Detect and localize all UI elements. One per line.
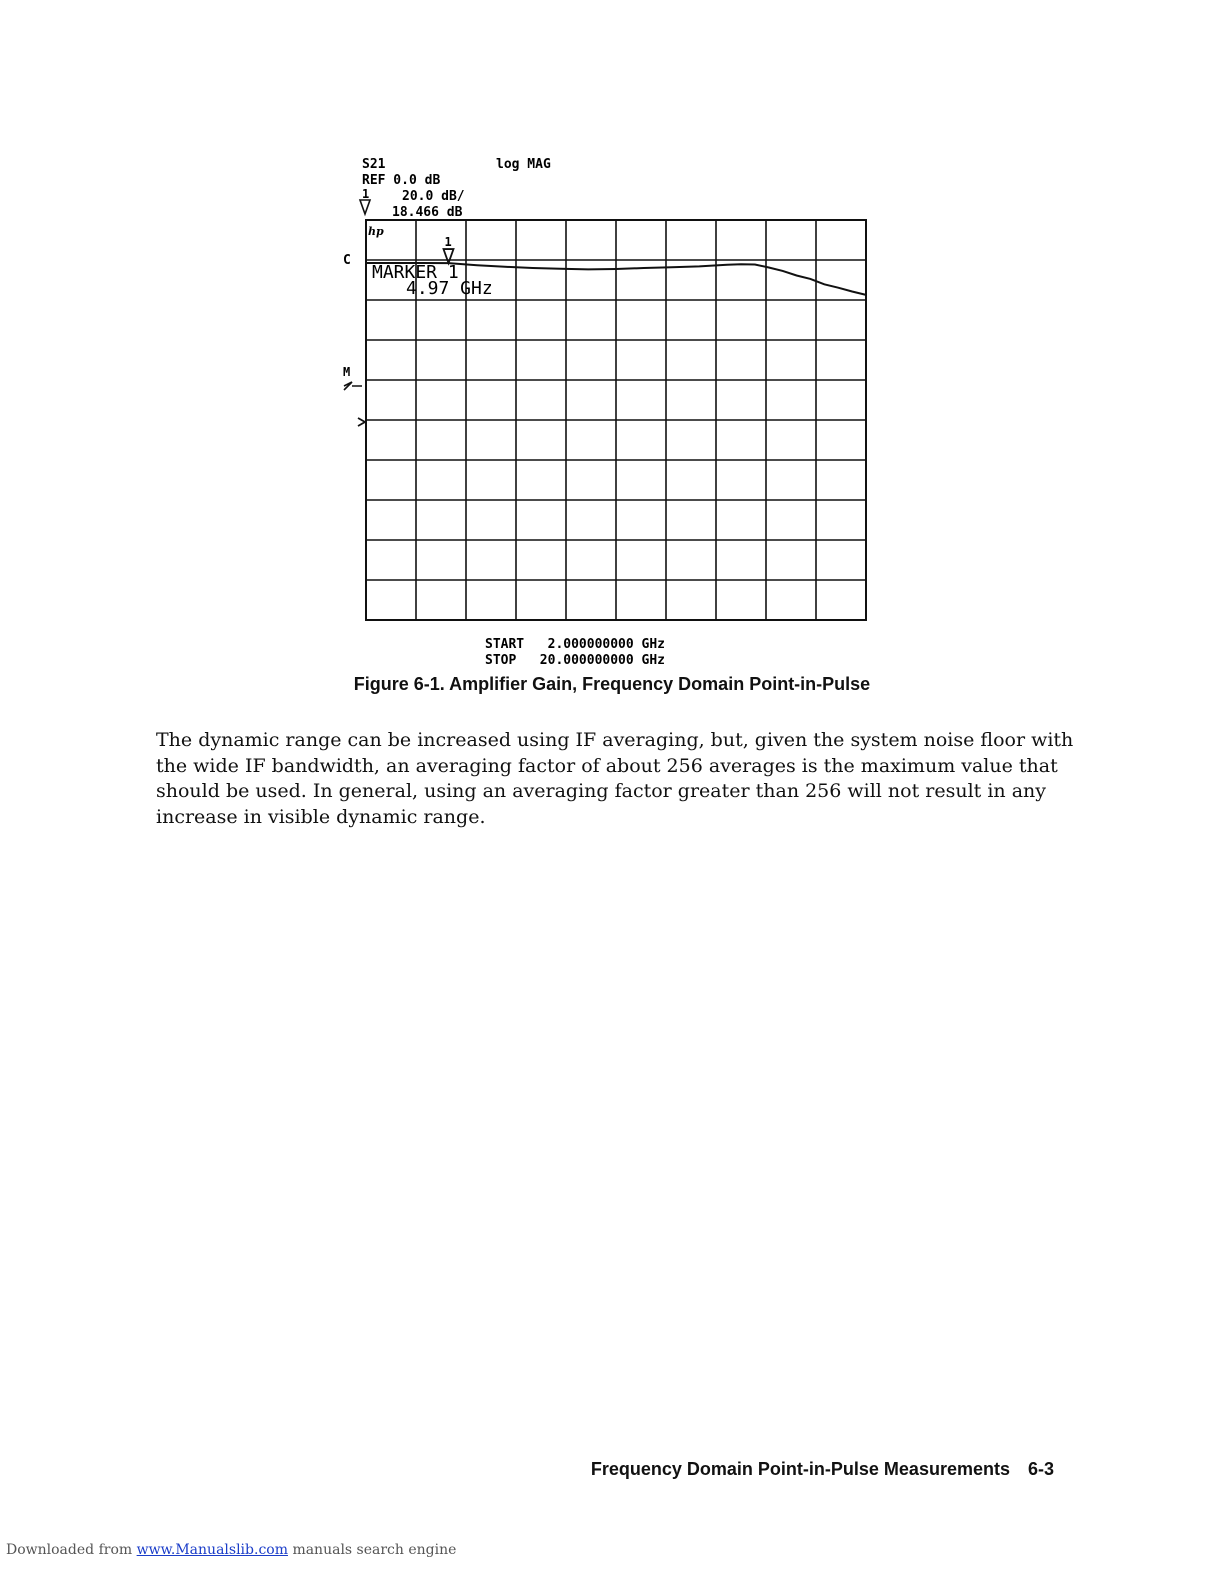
- paragraph-line: should be used. In general, using an averaging factor greater than 256 will not result in any: [156, 780, 1046, 802]
- ref-pointer-icon: [358, 418, 365, 426]
- channel-marker-label: 1: [362, 187, 370, 201]
- ref-label: REF 0.0 dB: [362, 173, 441, 188]
- body-paragraph: [156, 728, 1074, 830]
- manualslib-link[interactable]: www.Manualslib.com: [136, 1542, 288, 1558]
- download-suffix: manuals search engine: [292, 1542, 457, 1558]
- paragraph-line: the wide IF bandwidth, an averaging factor of about 256 averages is the maximum value that: [156, 754, 1058, 777]
- marker-1: [444, 235, 454, 263]
- footer-title: Frequency Domain Point-in-Pulse Measurements: [590, 1459, 1010, 1479]
- download-notice: [6, 1542, 456, 1558]
- marker-box-label: MARKER 1: [372, 262, 459, 283]
- marker-1-tag: 1: [444, 235, 452, 250]
- hp-logo: hp: [368, 225, 384, 238]
- ref-triangle-icon: [360, 200, 370, 214]
- page-footer: [591, 1459, 1054, 1480]
- page-number: 6-3: [1027, 1459, 1054, 1479]
- side-label-m: M: [343, 365, 351, 379]
- stop-freq-label: STOP 20.000000000 GHz: [485, 653, 666, 668]
- analyzer-plot-svg: [340, 150, 880, 670]
- figure-caption: Figure 6-1. Amplifier Gain, Frequency Domain Point-in-Pulse: [353, 674, 871, 694]
- paragraph-line: The dynamic range can be increased using IF averaging, but, given the system noise floor with: [156, 729, 1074, 751]
- side-label-c: C: [343, 253, 351, 268]
- marker-value-label: 18.466 dB: [392, 205, 463, 220]
- scale-label: 20.0 dB/: [402, 189, 465, 204]
- parameter-label: S21: [362, 157, 386, 172]
- start-freq-label: START 2.000000000 GHz: [485, 637, 666, 652]
- format-label: log MAG: [496, 157, 551, 172]
- download-prefix: Downloaded from: [6, 1542, 133, 1558]
- marker-box-freq: 4.97 GHz: [406, 278, 493, 299]
- ref-arrow-icon: [344, 382, 362, 390]
- marker-1-triangle-icon: [444, 249, 454, 263]
- paragraph-line: increase in visible dynamic range.: [156, 805, 486, 828]
- figure-plot: [340, 150, 880, 674]
